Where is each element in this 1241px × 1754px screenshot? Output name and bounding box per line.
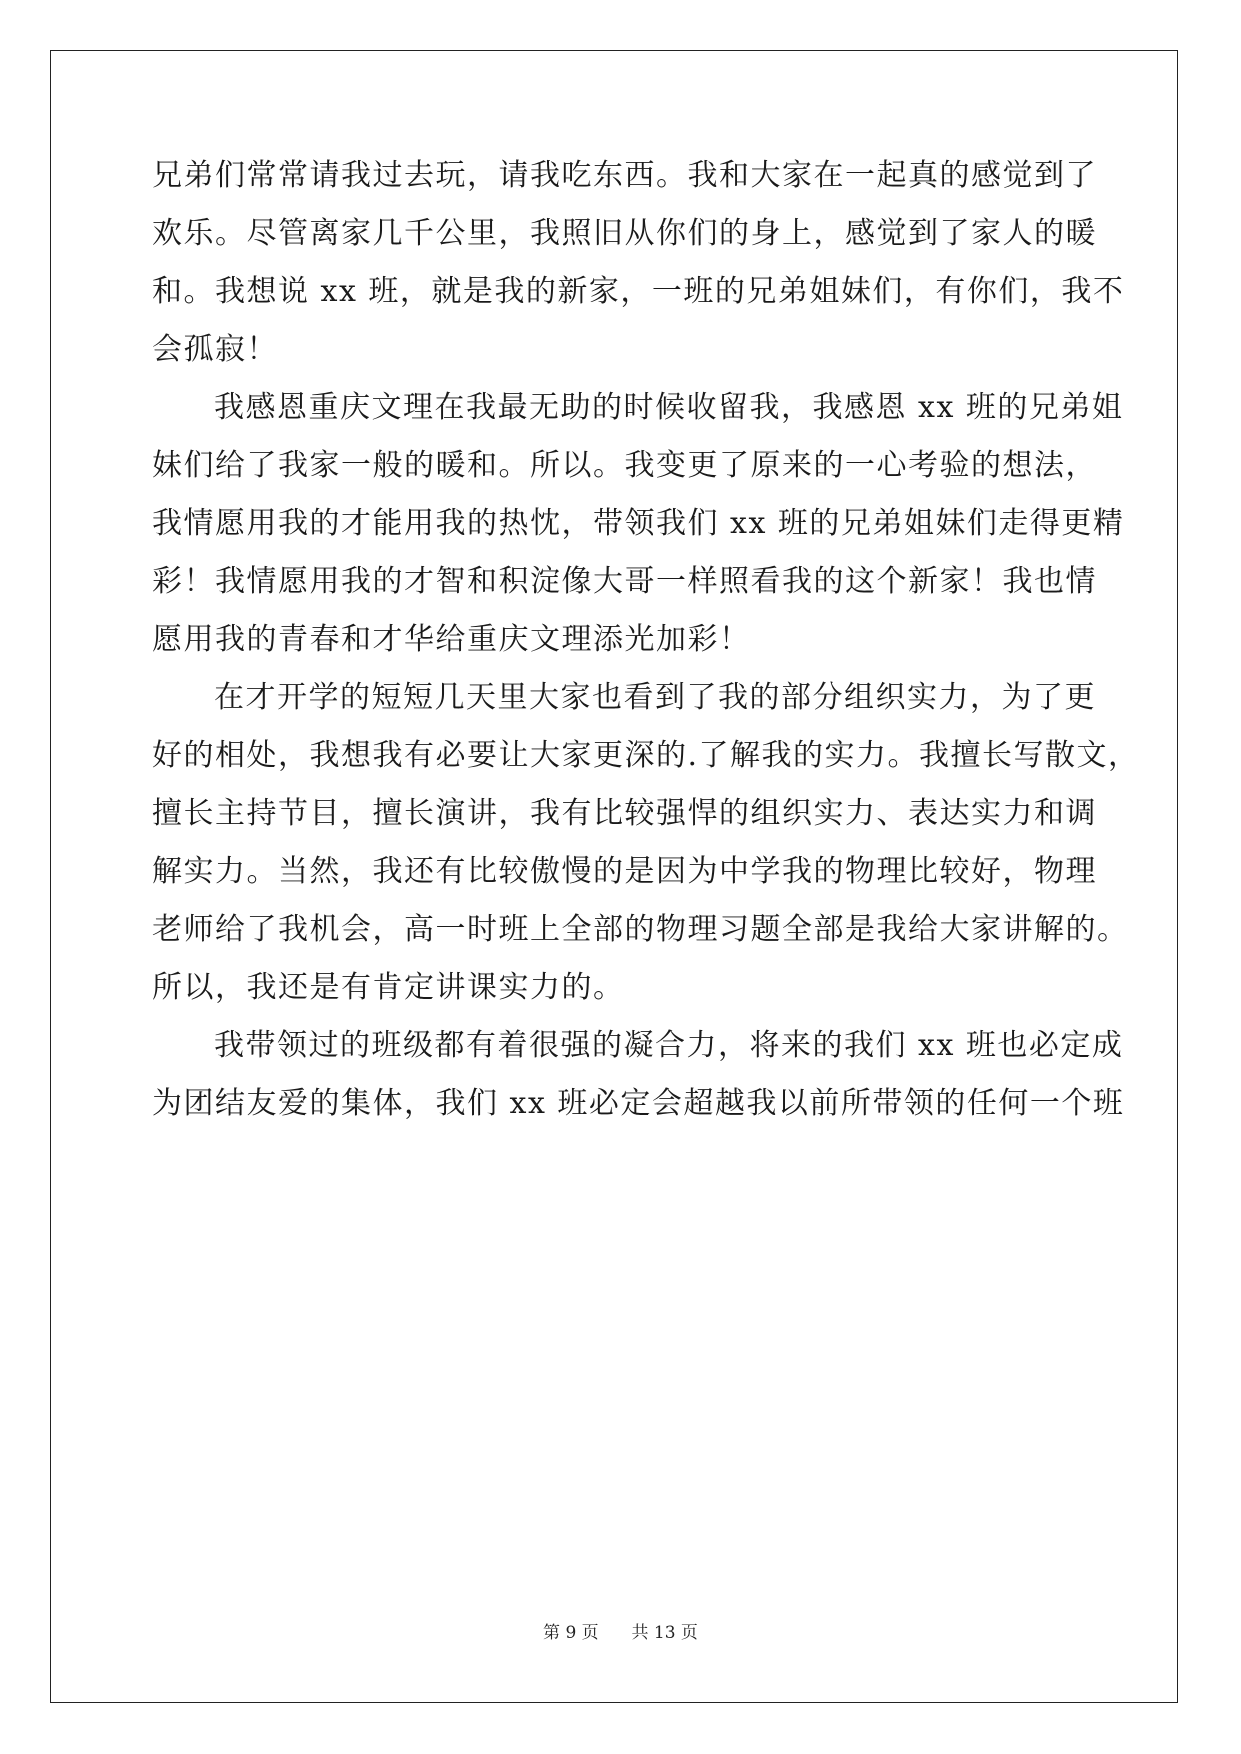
text-line: 我带领过的班级都有着很强的凝合力，将来的我们 xx 班也必定成: [214, 1028, 1124, 1063]
text-line: 妹们给了我家一般的暖和。所以。我变更了原来的一心考验的想法，: [152, 448, 1097, 483]
text-line: 我感恩重庆文理在我最无助的时候收留我，我感恩 xx 班的兄弟姐: [214, 390, 1124, 425]
text-line: 好的相处，我想我有必要让大家更深的.了解我的实力。我擅长写散文，: [152, 738, 1140, 773]
text-line: 兄弟们常常请我过去玩，请我吃东西。我和大家在一起真的感觉到了: [152, 158, 1097, 193]
text-line: 愿用我的青春和才华给重庆文理添光加彩！: [152, 622, 751, 657]
text-line: 会孤寂！: [152, 332, 278, 367]
text-line: 所以，我还是有肯定讲课实力的。: [152, 970, 625, 1005]
paragraph-4: [152, 1017, 1125, 1133]
text-line: 欢乐。尽管离家几千公里，我照旧从你们的身上，感觉到了家人的暖: [152, 216, 1097, 251]
page-number-current: 第 9 页: [543, 1623, 599, 1643]
text-line: 擅长主持节目，擅长演讲，我有比较强悍的组织实力、表达实力和调: [152, 796, 1097, 831]
text-line: 彩！我情愿用我的才智和积淀像大哥一样照看我的这个新家！我也情: [152, 564, 1097, 599]
text-line: 为团结友爱的集体，我们 xx 班必定会超越我以前所带领的任何一个班: [152, 1086, 1125, 1121]
paragraph-3: [152, 669, 1140, 1017]
page-footer: [0, 1618, 1241, 1643]
text-line: 老师给了我机会，高一时班上全部的物理习题全部是我给大家讲解的。: [152, 912, 1129, 947]
text-line: 解实力。当然，我还有比较傲慢的是因为中学我的物理比较好，物理: [152, 854, 1097, 889]
paragraph-2: [152, 379, 1125, 669]
paragraph-1: [152, 147, 1125, 379]
page-number-total: 共 13 页: [631, 1623, 698, 1643]
document-body: [152, 147, 1140, 1133]
text-line: 在才开学的短短几天里大家也看到了我的部分组织实力，为了更: [214, 680, 1096, 715]
text-line: 我情愿用我的才能用我的热忱，带领我们 xx 班的兄弟姐妹们走得更精: [152, 506, 1125, 541]
text-line: 和。我想说 xx 班，就是我的新家，一班的兄弟姐妹们，有你们，我不: [152, 274, 1125, 309]
